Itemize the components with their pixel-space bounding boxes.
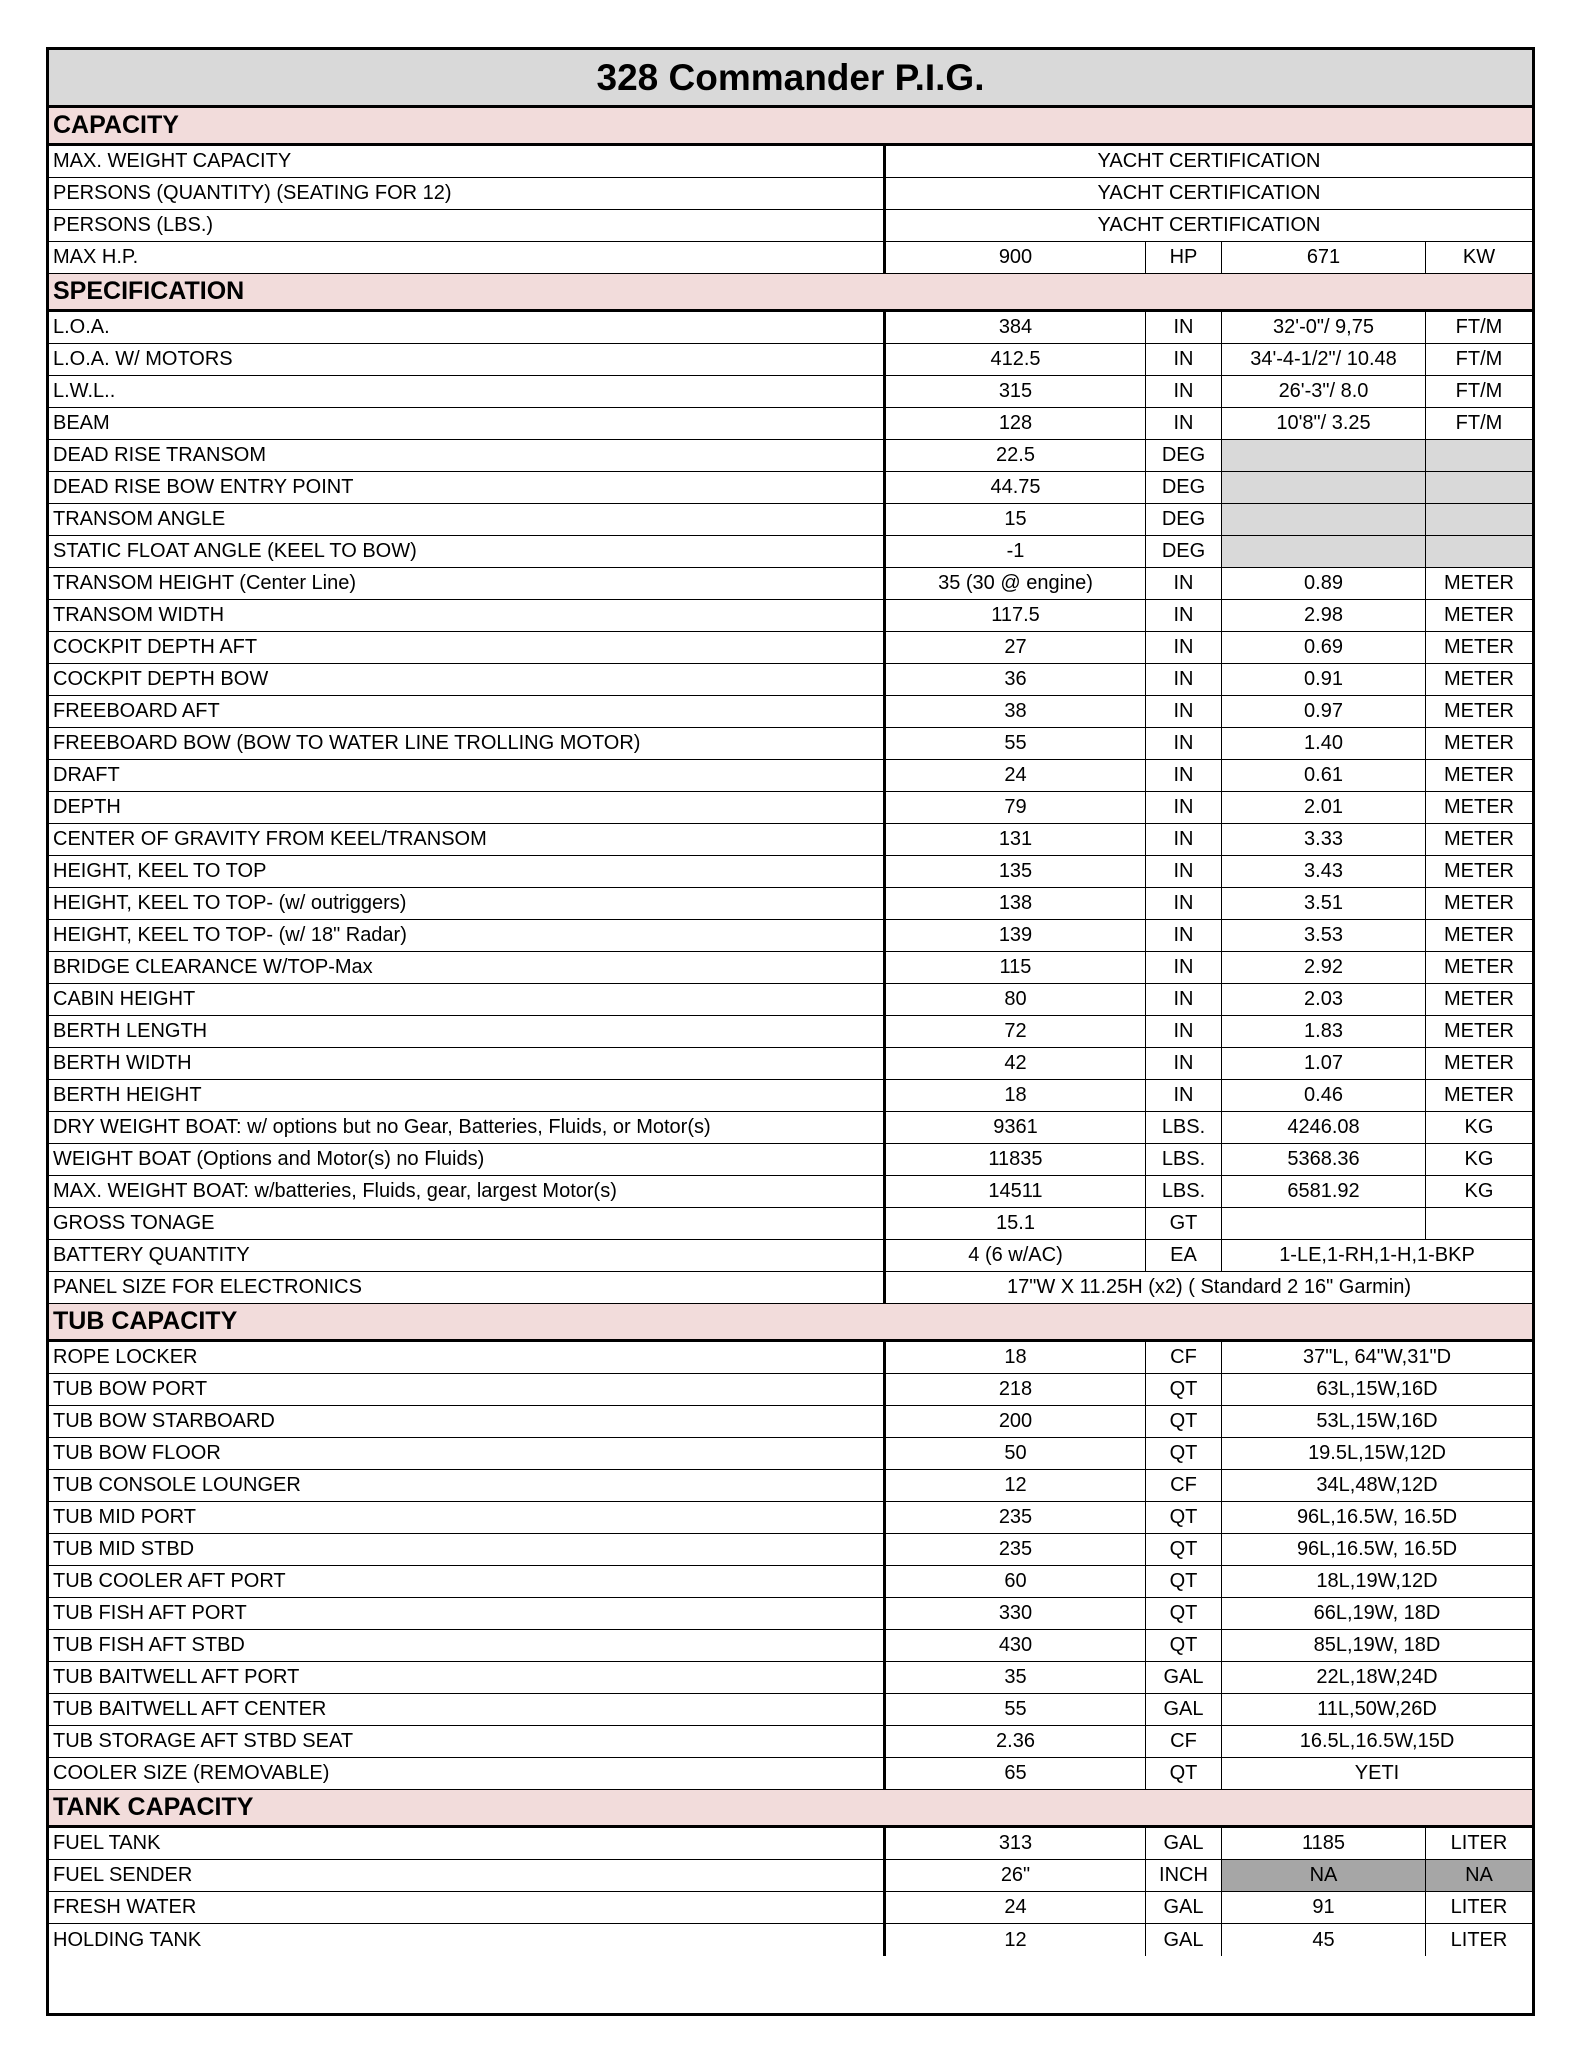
table-row <box>49 1240 1532 1272</box>
value-imperial: 235 <box>886 1534 1146 1565</box>
row-label: TUB STORAGE AFT STBD SEAT <box>49 1726 886 1757</box>
row-label: FUEL SENDER <box>49 1860 886 1891</box>
unit-imperial: QT <box>1146 1630 1222 1661</box>
unit-imperial: IN <box>1146 696 1222 727</box>
unit-imperial: DEG <box>1146 504 1222 535</box>
section-header-tub-capacity: TUB CAPACITY <box>49 1304 1532 1342</box>
row-label: TUB BOW FLOOR <box>49 1438 886 1469</box>
value-imperial: 4 (6 w/AC) <box>886 1240 1146 1271</box>
row-label: MAX. WEIGHT BOAT: w/batteries, Fluids, gear, largest Motor(s) <box>49 1176 886 1207</box>
unit-imperial: LBS. <box>1146 1144 1222 1175</box>
row-label: MAX. WEIGHT CAPACITY <box>49 146 886 177</box>
value-metric <box>1222 1208 1426 1239</box>
value-imperial: 15.1 <box>886 1208 1146 1239</box>
value-imperial: 2.36 <box>886 1726 1146 1757</box>
table-row <box>49 632 1532 664</box>
unit-imperial: IN <box>1146 600 1222 631</box>
table-row <box>49 1112 1532 1144</box>
dimensions-cell: 22L,18W,24D <box>1316 1666 1438 1688</box>
table-row <box>49 792 1532 824</box>
table-row <box>49 1342 1532 1374</box>
unit-metric: METER <box>1444 1020 1514 1042</box>
table-row <box>49 1048 1532 1080</box>
unit-metric: FT/M <box>1455 316 1503 338</box>
table-row <box>49 696 1532 728</box>
unit-imperial: GAL <box>1146 1828 1222 1859</box>
unit-imperial: QT <box>1146 1758 1222 1789</box>
unit-imperial: IN <box>1146 792 1222 823</box>
unit-imperial: IN <box>1146 728 1222 759</box>
table-row <box>49 760 1532 792</box>
row-label: DEPTH <box>49 792 886 823</box>
table-row <box>49 1758 1532 1790</box>
unit-metric <box>1426 504 1532 535</box>
table-row <box>49 1016 1532 1048</box>
value-metric: 34'-4-1/2"/ 10.48 <box>1222 344 1426 375</box>
unit-imperial: QT <box>1146 1438 1222 1469</box>
table-row <box>49 146 1532 178</box>
value-imperial: 11835 <box>886 1144 1146 1175</box>
unit-imperial: QT <box>1146 1502 1222 1533</box>
value-metric: 2.92 <box>1222 952 1426 983</box>
table-row <box>49 376 1532 408</box>
row-label: COOLER SIZE (REMOVABLE) <box>49 1758 886 1789</box>
table-row <box>49 1374 1532 1406</box>
value-metric: 2.03 <box>1222 984 1426 1015</box>
table-row <box>49 1892 1532 1924</box>
unit-metric: METER <box>1444 956 1514 978</box>
unit-imperial: IN <box>1146 984 1222 1015</box>
unit-imperial: GAL <box>1146 1694 1222 1725</box>
unit-metric: METER <box>1444 604 1514 626</box>
unit-metric <box>1426 472 1532 503</box>
unit-metric: KG <box>1464 1180 1494 1202</box>
unit-imperial: DEG <box>1146 440 1222 471</box>
unit-metric: METER <box>1444 668 1514 690</box>
unit-imperial: IN <box>1146 344 1222 375</box>
table-row <box>49 1860 1532 1892</box>
unit-imperial: IN <box>1146 1016 1222 1047</box>
row-label: L.O.A. <box>49 312 886 343</box>
value-imperial: 14511 <box>886 1176 1146 1207</box>
value-imperial: 135 <box>886 856 1146 887</box>
dimensions-cell: 53L,15W,16D <box>1316 1410 1438 1432</box>
value-imperial: 131 <box>886 824 1146 855</box>
value-imperial: -1 <box>886 536 1146 567</box>
table-row <box>49 1502 1532 1534</box>
unit-metric: FT/M <box>1455 348 1503 370</box>
unit-imperial: LBS. <box>1146 1112 1222 1143</box>
unit-imperial: QT <box>1146 1406 1222 1437</box>
table-row <box>49 536 1532 568</box>
table-row <box>49 728 1532 760</box>
table-row <box>49 1534 1532 1566</box>
value-imperial: 36 <box>886 664 1146 695</box>
spec-sections <box>49 108 1532 1956</box>
unit-imperial: IN <box>1146 952 1222 983</box>
unit-metric: METER <box>1444 572 1514 594</box>
merged-value-cell: YACHT CERTIFICATION <box>1097 182 1321 204</box>
value-imperial: 430 <box>886 1630 1146 1661</box>
unit-imperial: IN <box>1146 1048 1222 1079</box>
row-label: MAX H.P. <box>49 242 886 273</box>
spec-sheet-table <box>46 47 1535 2016</box>
value-metric: 3.43 <box>1222 856 1426 887</box>
row-label: HOLDING TANK <box>49 1924 886 1956</box>
value-metric: 1.40 <box>1222 728 1426 759</box>
unit-metric: KG <box>1464 1148 1494 1170</box>
table-row <box>49 344 1532 376</box>
dimensions-cell: 96L,16.5W, 16.5D <box>1296 1538 1458 1560</box>
table-row <box>49 1726 1532 1758</box>
value-imperial: 412.5 <box>886 344 1146 375</box>
document-title: 328 Commander P.I.G. <box>49 50 1532 108</box>
table-row <box>49 1828 1532 1860</box>
table-row <box>49 1470 1532 1502</box>
section-header-capacity: CAPACITY <box>49 108 1532 146</box>
value-imperial: 235 <box>886 1502 1146 1533</box>
row-label: TUB FISH AFT PORT <box>49 1598 886 1629</box>
value-imperial: 35 <box>886 1662 1146 1693</box>
unit-imperial: IN <box>1146 888 1222 919</box>
unit-metric: METER <box>1444 700 1514 722</box>
unit-imperial: IN <box>1146 632 1222 663</box>
unit-metric: KW <box>1462 246 1496 268</box>
row-label: HEIGHT, KEEL TO TOP <box>49 856 886 887</box>
row-label: DRY WEIGHT BOAT: w/ options but no Gear, Batteries, Fluids, or Motor(s) <box>49 1112 886 1143</box>
dimensions-cell: YETI <box>1354 1762 1400 1784</box>
table-row <box>49 1144 1532 1176</box>
unit-metric: FT/M <box>1455 412 1503 434</box>
row-label: GROSS TONAGE <box>49 1208 886 1239</box>
row-label: TUB BAITWELL AFT CENTER <box>49 1694 886 1725</box>
table-row <box>49 568 1532 600</box>
unit-metric: METER <box>1444 860 1514 882</box>
table-row <box>49 600 1532 632</box>
unit-imperial: QT <box>1146 1374 1222 1405</box>
table-row <box>49 1438 1532 1470</box>
table-row <box>49 1694 1532 1726</box>
dimensions-cell: 19.5L,15W,12D <box>1308 1442 1446 1464</box>
table-row <box>49 1630 1532 1662</box>
table-row <box>49 1406 1532 1438</box>
value-metric: 1.83 <box>1222 1016 1426 1047</box>
unit-imperial: IN <box>1146 664 1222 695</box>
row-label: TUB MID PORT <box>49 1502 886 1533</box>
value-imperial: 15 <box>886 504 1146 535</box>
value-imperial: 330 <box>886 1598 1146 1629</box>
unit-metric: FT/M <box>1455 380 1503 402</box>
row-label: BERTH LENGTH <box>49 1016 886 1047</box>
unit-metric: LITER <box>1450 1832 1508 1854</box>
row-label: TUB MID STBD <box>49 1534 886 1565</box>
dimensions-cell: 63L,15W,16D <box>1316 1378 1438 1400</box>
value-imperial: 79 <box>886 792 1146 823</box>
row-label: PERSONS (LBS.) <box>49 210 886 241</box>
row-label: FREEBOARD BOW (BOW TO WATER LINE TROLLING MOTOR) <box>49 728 886 759</box>
value-metric: 45 <box>1222 1924 1426 1956</box>
value-imperial: 60 <box>886 1566 1146 1597</box>
unit-metric: METER <box>1444 1084 1514 1106</box>
unit-metric: METER <box>1444 636 1514 658</box>
table-row <box>49 888 1532 920</box>
unit-imperial: INCH <box>1146 1860 1222 1891</box>
unit-imperial: IN <box>1146 760 1222 791</box>
value-imperial: 55 <box>886 728 1146 759</box>
value-metric: 0.46 <box>1222 1080 1426 1111</box>
unit-metric: NA <box>1426 1860 1532 1891</box>
value-imperial: 9361 <box>886 1112 1146 1143</box>
unit-metric: METER <box>1444 892 1514 914</box>
value-imperial: 38 <box>886 696 1146 727</box>
value-metric: 32'-0"/ 9,75 <box>1222 312 1426 343</box>
unit-imperial: QT <box>1146 1534 1222 1565</box>
value-metric <box>1222 440 1426 471</box>
merged-value-cell: 17"W X 11.25H (x2) ( Standard 2 16" Garmin) <box>1007 1276 1411 1298</box>
value-imperial: 80 <box>886 984 1146 1015</box>
unit-metric: METER <box>1444 1052 1514 1074</box>
row-label: BERTH WIDTH <box>49 1048 886 1079</box>
dimensions-cell: 16.5L,16.5W,15D <box>1299 1730 1455 1752</box>
value-metric: NA <box>1222 1860 1426 1891</box>
row-label: CABIN HEIGHT <box>49 984 886 1015</box>
value-metric <box>1222 472 1426 503</box>
row-label: PERSONS (QUANTITY) (SEATING FOR 12) <box>49 178 886 209</box>
unit-imperial: GAL <box>1146 1892 1222 1923</box>
row-label: DEAD RISE TRANSOM <box>49 440 886 471</box>
unit-metric <box>1426 440 1532 471</box>
unit-metric <box>1426 1208 1532 1239</box>
dimensions-cell: 34L,48W,12D <box>1316 1474 1438 1496</box>
dimensions-cell: 85L,19W, 18D <box>1313 1634 1441 1656</box>
dimensions-cell: 18L,19W,12D <box>1316 1570 1438 1592</box>
dimensions-cell: 96L,16.5W, 16.5D <box>1296 1506 1458 1528</box>
unit-metric: LITER <box>1450 1896 1508 1918</box>
row-label: DEAD RISE BOW ENTRY POINT <box>49 472 886 503</box>
value-metric: 1185 <box>1222 1828 1426 1859</box>
value-imperial: 42 <box>886 1048 1146 1079</box>
table-row <box>49 1598 1532 1630</box>
value-metric: 0.91 <box>1222 664 1426 695</box>
row-label: TUB BOW STARBOARD <box>49 1406 886 1437</box>
value-metric: 2.01 <box>1222 792 1426 823</box>
value-metric: 3.33 <box>1222 824 1426 855</box>
value-imperial: 313 <box>886 1828 1146 1859</box>
value-imperial: 24 <box>886 760 1146 791</box>
value-metric <box>1222 536 1426 567</box>
value-imperial: 200 <box>886 1406 1146 1437</box>
table-row <box>49 178 1532 210</box>
section-header-tank-capacity: TANK CAPACITY <box>49 1790 1532 1828</box>
value-metric: 0.69 <box>1222 632 1426 663</box>
table-row <box>49 1272 1532 1304</box>
row-label: HEIGHT, KEEL TO TOP- (w/ 18" Radar) <box>49 920 886 951</box>
value-imperial: 22.5 <box>886 440 1146 471</box>
value-imperial: 50 <box>886 1438 1146 1469</box>
value-imperial: 218 <box>886 1374 1146 1405</box>
table-row <box>49 1176 1532 1208</box>
unit-imperial: IN <box>1146 376 1222 407</box>
unit-imperial: LBS. <box>1146 1176 1222 1207</box>
row-label: TRANSOM ANGLE <box>49 504 886 535</box>
unit-metric: METER <box>1444 924 1514 946</box>
value-imperial: 35 (30 @ engine) <box>886 568 1146 599</box>
value-imperial: 27 <box>886 632 1146 663</box>
value-imperial: 138 <box>886 888 1146 919</box>
unit-imperial: IN <box>1146 568 1222 599</box>
row-label: TUB BAITWELL AFT PORT <box>49 1662 886 1693</box>
value-imperial: 12 <box>886 1470 1146 1501</box>
row-label: L.O.A. W/ MOTORS <box>49 344 886 375</box>
unit-imperial: DEG <box>1146 472 1222 503</box>
table-row <box>49 440 1532 472</box>
row-label: STATIC FLOAT ANGLE (KEEL TO BOW) <box>49 536 886 567</box>
value-imperial: 12 <box>886 1924 1146 1956</box>
merged-value-cell: YACHT CERTIFICATION <box>1097 150 1321 172</box>
unit-metric: METER <box>1444 796 1514 818</box>
value-metric: 6581.92 <box>1222 1176 1426 1207</box>
table-row <box>49 210 1532 242</box>
unit-imperial: GAL <box>1146 1924 1222 1956</box>
value-metric: 0.89 <box>1222 568 1426 599</box>
row-label: TRANSOM HEIGHT (Center Line) <box>49 568 886 599</box>
unit-imperial: QT <box>1146 1566 1222 1597</box>
dimensions-cell: 37"L, 64"W,31"D <box>1302 1346 1452 1368</box>
row-label: TRANSOM WIDTH <box>49 600 886 631</box>
value-metric: 4246.08 <box>1222 1112 1426 1143</box>
table-row <box>49 1080 1532 1112</box>
table-row <box>49 952 1532 984</box>
table-row <box>49 242 1532 274</box>
value-imperial: 117.5 <box>886 600 1146 631</box>
table-row <box>49 1208 1532 1240</box>
value-imperial: 128 <box>886 408 1146 439</box>
row-label: CENTER OF GRAVITY FROM KEEL/TRANSOM <box>49 824 886 855</box>
dimensions-cell: 1-LE,1-RH,1-H,1-BKP <box>1279 1244 1475 1266</box>
value-imperial: 139 <box>886 920 1146 951</box>
table-row <box>49 472 1532 504</box>
row-label: BERTH HEIGHT <box>49 1080 886 1111</box>
unit-metric: METER <box>1444 764 1514 786</box>
row-label: DRAFT <box>49 760 886 791</box>
value-imperial: 18 <box>886 1342 1146 1373</box>
unit-metric: METER <box>1444 988 1514 1010</box>
row-label: COCKPIT DEPTH AFT <box>49 632 886 663</box>
value-imperial: 24 <box>886 1892 1146 1923</box>
value-metric: 0.61 <box>1222 760 1426 791</box>
unit-imperial: EA <box>1146 1240 1222 1271</box>
value-imperial: 26" <box>886 1860 1146 1891</box>
unit-imperial: IN <box>1146 856 1222 887</box>
table-row <box>49 664 1532 696</box>
table-row <box>49 920 1532 952</box>
unit-imperial: GT <box>1146 1208 1222 1239</box>
unit-metric: METER <box>1444 732 1514 754</box>
table-row <box>49 1566 1532 1598</box>
unit-imperial: CF <box>1146 1470 1222 1501</box>
value-imperial: 44.75 <box>886 472 1146 503</box>
row-label: TUB FISH AFT STBD <box>49 1630 886 1661</box>
unit-metric: METER <box>1444 828 1514 850</box>
value-imperial: 55 <box>886 1694 1146 1725</box>
unit-imperial: DEG <box>1146 536 1222 567</box>
value-metric: 91 <box>1222 1892 1426 1923</box>
row-label: ROPE LOCKER <box>49 1342 886 1373</box>
row-label: TUB COOLER AFT PORT <box>49 1566 886 1597</box>
value-metric: 10'8"/ 3.25 <box>1222 408 1426 439</box>
value-imperial: 115 <box>886 952 1146 983</box>
table-row <box>49 824 1532 856</box>
row-label: FUEL TANK <box>49 1828 886 1859</box>
dimensions-cell: 11L,50W,26D <box>1317 1698 1437 1720</box>
value-metric: 26'-3"/ 8.0 <box>1222 376 1426 407</box>
unit-imperial: GAL <box>1146 1662 1222 1693</box>
dimensions-cell: 66L,19W, 18D <box>1313 1602 1441 1624</box>
row-label: TUB CONSOLE LOUNGER <box>49 1470 886 1501</box>
value-metric: 2.98 <box>1222 600 1426 631</box>
value-metric: 5368.36 <box>1222 1144 1426 1175</box>
table-row <box>49 1662 1532 1694</box>
table-row <box>49 312 1532 344</box>
unit-metric: KG <box>1464 1116 1494 1138</box>
row-label: COCKPIT DEPTH BOW <box>49 664 886 695</box>
value-metric: 3.51 <box>1222 888 1426 919</box>
row-label: PANEL SIZE FOR ELECTRONICS <box>49 1272 886 1303</box>
unit-imperial: QT <box>1146 1598 1222 1629</box>
section-header-specification: SPECIFICATION <box>49 274 1532 312</box>
value-metric: 3.53 <box>1222 920 1426 951</box>
value-imperial: 315 <box>886 376 1146 407</box>
row-label: BEAM <box>49 408 886 439</box>
value-metric: 0.97 <box>1222 696 1426 727</box>
value-imperial: 72 <box>886 1016 1146 1047</box>
row-label: HEIGHT, KEEL TO TOP- (w/ outriggers) <box>49 888 886 919</box>
value-metric: 671 <box>1222 242 1426 273</box>
table-row <box>49 856 1532 888</box>
row-label: FRESH WATER <box>49 1892 886 1923</box>
unit-imperial: IN <box>1146 408 1222 439</box>
value-metric <box>1222 504 1426 535</box>
row-label: L.W.L.. <box>49 376 886 407</box>
row-label: TUB BOW PORT <box>49 1374 886 1405</box>
value-imperial: 65 <box>886 1758 1146 1789</box>
unit-imperial: IN <box>1146 920 1222 951</box>
table-row <box>49 1924 1532 1956</box>
value-imperial: 384 <box>886 312 1146 343</box>
row-label: FREEBOARD AFT <box>49 696 886 727</box>
row-label: BATTERY QUANTITY <box>49 1240 886 1271</box>
unit-imperial: HP <box>1146 242 1222 273</box>
value-imperial: 18 <box>886 1080 1146 1111</box>
unit-metric <box>1426 536 1532 567</box>
unit-metric: LITER <box>1450 1928 1508 1951</box>
value-imperial: 900 <box>886 242 1146 273</box>
table-row <box>49 984 1532 1016</box>
row-label: WEIGHT BOAT (Options and Motor(s) no Fluids) <box>49 1144 886 1175</box>
unit-imperial: IN <box>1146 312 1222 343</box>
value-metric: 1.07 <box>1222 1048 1426 1079</box>
row-label: BRIDGE CLEARANCE W/TOP-Max <box>49 952 886 983</box>
unit-imperial: IN <box>1146 824 1222 855</box>
unit-imperial: CF <box>1146 1726 1222 1757</box>
unit-imperial: CF <box>1146 1342 1222 1373</box>
merged-value-cell: YACHT CERTIFICATION <box>1097 214 1321 236</box>
table-row <box>49 504 1532 536</box>
unit-imperial: IN <box>1146 1080 1222 1111</box>
table-row <box>49 408 1532 440</box>
